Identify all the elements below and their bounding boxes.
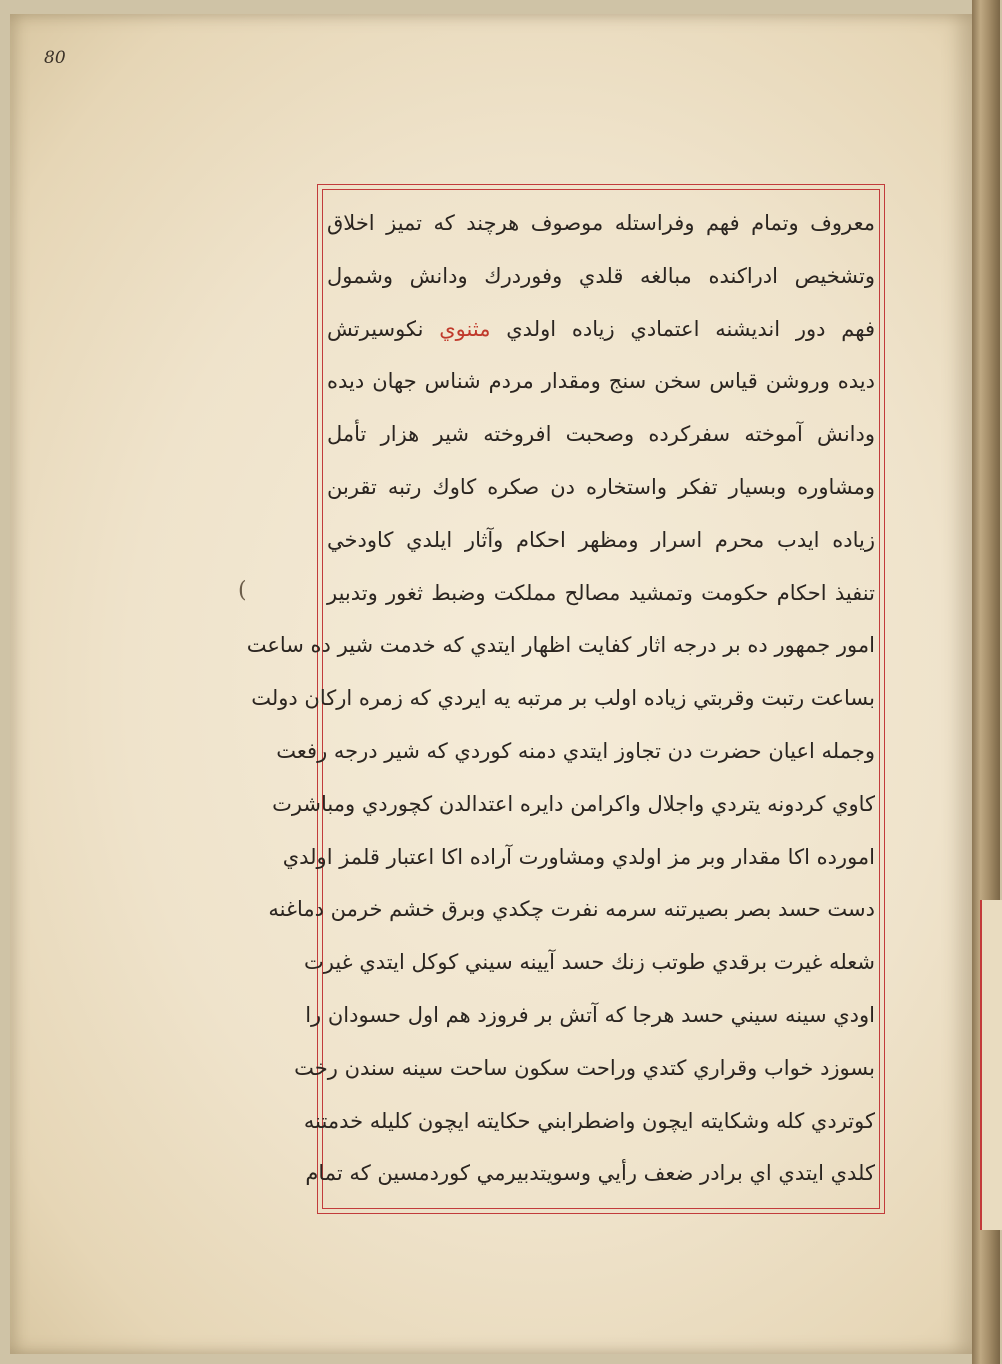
facing-page-edge — [980, 900, 1002, 1230]
folio-number: 80 — [44, 48, 66, 68]
text-line-19: كلدي ايتدي اي برادر ضعف رأيي وسويتدبيرمي كوردمسين كه تمام — [305, 1161, 875, 1186]
text-line-3 — [327, 303, 875, 356]
text-line-15: شعله غيرت برقدي طوتب زنك حسد آيينه سيني كوكل ايتدي غيرت — [303, 950, 875, 975]
text-line-4: ديده وروشن قياس سخن سنج ومقدار مردم شناس جهان ديده — [327, 369, 875, 394]
text-line-13: امورده اكا مقدار وبر مز اولدي ومشاورت آراده اكا اعتبار قلمز اولدي — [282, 844, 875, 869]
text-line-12: كاوي كردونه يتردي واجلال واكرامن دايره اعتدالدن كچوردي ومباشرت — [272, 791, 875, 816]
text-line-10: بساعت رتبت وقربتي زياده اولب بر مرتبه يه ايردي كه زمره اركان دولت — [251, 686, 875, 711]
rubric-word: مثنوي — [439, 316, 491, 341]
text-line-18: كوتردي كله وشكايته ايچون واضطرابني حكايته ايچون كليله خدمتنه — [303, 1108, 875, 1133]
text-block — [246, 197, 875, 1207]
text-line-14: دست حسد بصر بصيرتنه سرمه نفرت چكدي وبرق خشم خرمن دماغنه — [268, 897, 875, 922]
margin-mark: ( — [238, 578, 247, 603]
text-line-8: تنفيذ احكام حكومت وتمشيد مصالح مملكت وضبط ثغور وتدبير — [327, 580, 875, 605]
text-line-17: بسوزد خواب وقراري كتدي وراحت سكون ساحت سينه سندن رخت — [294, 1055, 875, 1080]
text-line-11: وجمله اعيان حضرت دن تجاوز ايتدي دمنه كوردي كه شير درجه رفعت — [276, 738, 875, 763]
text-line-7: زياده ايدب محرم اسرار ومظهر احكام وآثار ايلدي كاودخي — [327, 527, 875, 552]
text-line-5: ودانش آموخته سفركرده وصحبت افروخته شير هزار تأمل — [327, 422, 875, 447]
text-line-16: اودي سينه سيني حسد هرجا كه آتش بر فروزد هم اول حسودان را — [305, 1002, 875, 1027]
text-line-2: وتشخيص ادراكنده مبالغه قلدي وفوردرك ودانش وشمول — [327, 263, 875, 288]
text-line-1: معروف وتمام فهم وفراستله موصوف هرچند كه تميز اخلاق — [327, 211, 875, 235]
text-line-3-tail: نكوسيرتش — [327, 316, 424, 341]
text-line-3-main: فهم دور انديشنه اعتمادي زياده اولدي — [506, 316, 875, 341]
text-line-9: امور جمهور ده بر درجه اثار كفايت اظهار ايتدي كه خدمت شير ده ساعت — [246, 633, 875, 658]
text-line-6: ومشاوره وبسيار تفكر واستخاره دن صكره كاوك رتبه تقربن — [327, 474, 875, 499]
